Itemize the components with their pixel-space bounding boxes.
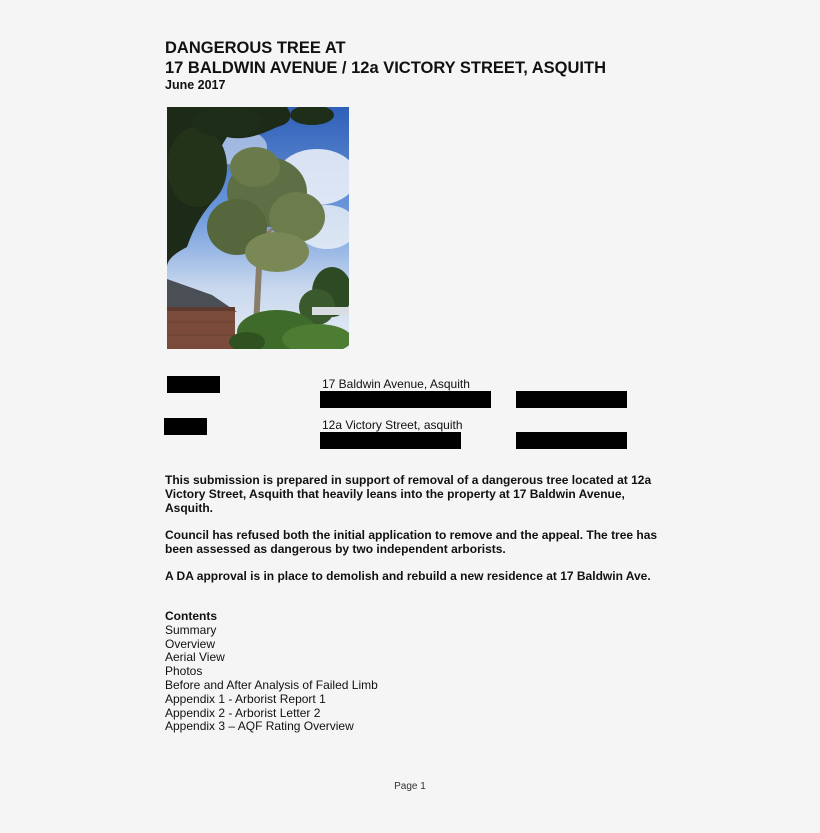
redaction-bar	[320, 432, 461, 449]
tree-photo	[167, 107, 349, 349]
contents-item: Summary	[165, 622, 217, 637]
contents-item: Aerial View	[165, 650, 225, 665]
contents-item: Before and After Analysis of Failed Limb	[165, 677, 378, 692]
address-12a-victory: 12a Victory Street, asquith	[322, 418, 463, 432]
intro-paragraph: This submission is prepared in support of removal of a dangerous tree located at 12a Victory Street, Asquith that heavily leans into the property at 17 Baldwin Avenue, Asquith.	[165, 473, 652, 515]
page-number: Page 1	[394, 781, 426, 792]
redaction-bar	[516, 432, 627, 449]
title-line-1: DANGEROUS TREE AT	[165, 39, 346, 57]
document-date: June 2017	[165, 78, 226, 92]
da-approval-paragraph: A DA approval is in place to demolish and rebuild a new residence at 17 Baldwin Ave.	[165, 569, 651, 583]
address-17-baldwin: 17 Baldwin Avenue, Asquith	[322, 377, 470, 391]
table-of-contents	[165, 610, 378, 734]
redaction-bar	[164, 418, 207, 435]
document-title	[165, 38, 606, 78]
redaction-bar	[320, 391, 491, 408]
council-paragraph: Council has refused both the initial application to remove and the appeal. The tree has been assessed as dangerous by two independent arborists.	[165, 528, 658, 556]
redaction-bar	[167, 376, 220, 393]
contents-item: Appendix 3 – AQF Rating Overview	[165, 719, 354, 734]
title-line-2: 17 BALDWIN AVENUE / 12a VICTORY STREET, ASQUITH	[165, 59, 606, 77]
redaction-bar	[516, 391, 627, 408]
contents-item: Appendix 1 - Arborist Report 1	[165, 691, 326, 706]
contents-item: Overview	[165, 636, 216, 651]
contents-item: Appendix 2 - Arborist Letter 2	[165, 705, 321, 720]
contents-heading: Contents	[165, 609, 217, 623]
contents-item: Photos	[165, 664, 203, 679]
